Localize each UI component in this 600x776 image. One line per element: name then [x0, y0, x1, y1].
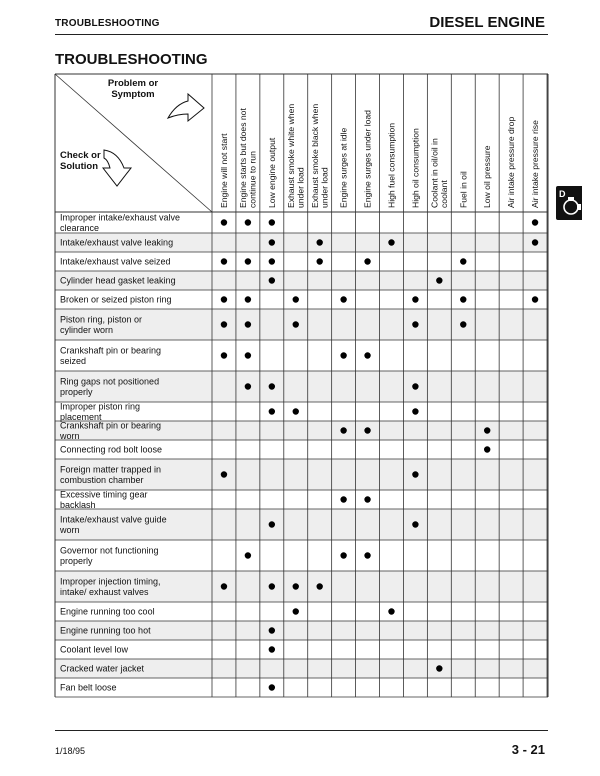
row-label-15	[60, 545, 159, 566]
row-label-line: Connecting rod bolt loose	[60, 444, 163, 455]
matrix-dot-r3-c7	[364, 258, 370, 264]
row-label-line: clearance	[60, 223, 100, 233]
matrix-dot-r14-c9	[412, 521, 418, 527]
row-label-line: Cylinder head gasket leaking	[60, 275, 176, 286]
matrix-dot-r4-c10	[436, 277, 442, 283]
row-label-line: worn	[60, 431, 80, 441]
row-label-18	[60, 626, 151, 636]
column-header-line: coolant	[439, 180, 450, 208]
column-header-8	[386, 123, 396, 208]
column-header-line: High fuel consumption	[386, 122, 397, 208]
row-label-line: Coolant level low	[60, 644, 129, 655]
column-header-line: Engine will not start	[218, 133, 229, 208]
matrix-dot-r6-c1	[221, 321, 227, 327]
column-header-4	[286, 104, 305, 208]
row-label-line: Intake/exhaust valve seized	[60, 256, 171, 267]
row-label-line: Ring gaps not positioned	[60, 376, 160, 387]
row-label-line: Fan belt loose	[60, 682, 117, 693]
matrix-dot-r9-c4	[293, 408, 299, 414]
page-title: TROUBLESHOOTING	[55, 51, 208, 68]
row-label-line: Excessive timing gear	[60, 489, 148, 500]
tab-letter: D	[559, 189, 566, 199]
column-header-line: Air intake pressure drop	[506, 116, 517, 208]
matrix-dot-r2-c3	[269, 239, 275, 245]
corner-problem-line: Problem or	[107, 78, 159, 89]
matrix-dot-r8-c9	[412, 383, 418, 389]
row-label-line: Improper injection timing,	[60, 576, 161, 587]
row-label-line: Intake/exhaust valve leaking	[60, 237, 174, 248]
column-header-7	[363, 110, 373, 208]
column-header-10	[430, 138, 449, 208]
column-header-3	[267, 137, 277, 208]
matrix-dot-r10-c12	[484, 427, 490, 433]
matrix-dot-r3-c5	[316, 258, 322, 264]
matrix-dot-r20-c10	[436, 665, 442, 671]
row-label-line: intake/ exhaust valves	[60, 587, 149, 597]
column-header-line: Engine surges under load	[362, 110, 373, 208]
row-label-line: Crankshaft pin or bearing	[60, 345, 162, 356]
row-label-16	[60, 576, 161, 597]
row-label-1	[60, 212, 180, 233]
matrix-dot-r18-c3	[269, 627, 275, 633]
matrix-dot-r5-c4	[293, 296, 299, 302]
column-header-1	[219, 133, 229, 208]
matrix-dot-r3-c2	[245, 258, 251, 264]
column-header-line: High oil consumption	[410, 128, 421, 208]
engine-tab-icon	[556, 186, 582, 220]
row-label-line: combustion chamber	[60, 475, 144, 485]
footer-rule	[55, 730, 548, 731]
column-header-line: under load	[319, 167, 330, 208]
matrix-dot-r7-c7	[364, 352, 370, 358]
matrix-dot-r6-c2	[245, 321, 251, 327]
column-header-line: under load	[295, 167, 306, 208]
matrix-dot-r3-c11	[460, 258, 466, 264]
matrix-dot-r8-c3	[269, 383, 275, 389]
matrix-dot-r16-c1	[221, 583, 227, 589]
corner-check-label	[60, 150, 101, 172]
matrix-dot-r9-c3	[269, 408, 275, 414]
row-label-line: Engine running too cool	[60, 606, 155, 617]
matrix-dot-r6-c4	[293, 321, 299, 327]
running-header-right: DIESEL ENGINE	[429, 14, 545, 31]
matrix-dot-r1-c2	[245, 219, 251, 225]
column-header-14	[530, 120, 540, 208]
matrix-dot-r5-c6	[340, 296, 346, 302]
row-label-line: properly	[60, 387, 93, 397]
row-label-line: backlash	[60, 500, 96, 510]
matrix-dot-r7-c2	[245, 352, 251, 358]
matrix-dot-r1-c1	[221, 219, 227, 225]
matrix-dot-r3-c1	[221, 258, 227, 264]
matrix-dot-r14-c3	[269, 521, 275, 527]
corner-check-line: Check or	[60, 150, 101, 161]
column-header-9	[410, 128, 420, 208]
matrix-dot-r16-c3	[269, 583, 275, 589]
column-header-2	[238, 108, 257, 208]
matrix-dot-r10-c6	[340, 427, 346, 433]
matrix-dot-r17-c8	[388, 608, 394, 614]
corner-check-line: Solution	[60, 161, 98, 172]
matrix-dot-r12-c9	[412, 471, 418, 477]
column-header-line: Low oil pressure	[482, 145, 493, 208]
column-header-line: continue to run	[247, 151, 258, 208]
row-label-line: properly	[60, 556, 93, 566]
matrix-dot-r2-c8	[388, 239, 394, 245]
matrix-dot-r15-c7	[364, 552, 370, 558]
matrix-dot-r12-c1	[221, 471, 227, 477]
column-header-line: Exhaust smoke white when	[286, 103, 297, 208]
row-label-line: Governor not functioning	[60, 545, 159, 556]
column-header-line: Engine starts but does not	[238, 108, 249, 208]
problem-arrow-icon	[168, 94, 204, 121]
matrix-dot-r5-c1	[221, 296, 227, 302]
column-header-line: Coolant in oil/oil in	[429, 138, 440, 208]
row-label-17	[60, 607, 155, 617]
matrix-dot-r5-c14	[532, 296, 538, 302]
row-label-line: Cracked water jacket	[60, 663, 145, 674]
row-label-7	[60, 345, 161, 366]
matrix-dot-r4-c3	[269, 277, 275, 283]
row-label-19	[60, 645, 129, 655]
matrix-dot-r5-c9	[412, 296, 418, 302]
row-label-11	[60, 445, 162, 455]
column-header-12	[482, 145, 492, 208]
row-label-line: Piston ring, piston or	[60, 314, 143, 325]
matrix-dot-r6-c11	[460, 321, 466, 327]
row-label-2	[60, 238, 173, 248]
matrix-dot-r5-c2	[245, 296, 251, 302]
row-label-line: seized	[60, 356, 87, 366]
matrix-dot-r13-c7	[364, 496, 370, 502]
column-header-line: Fuel in oil	[458, 171, 469, 208]
matrix-dot-r10-c7	[364, 427, 370, 433]
row-label-20	[60, 664, 145, 674]
row-label-line: Foreign matter trapped in	[60, 464, 162, 475]
footer-date: 1/18/95	[55, 746, 86, 756]
row-label-line: Improper piston ring	[60, 401, 141, 412]
matrix-dot-r19-c3	[269, 646, 275, 652]
column-header-line: Engine surges at idle	[338, 127, 349, 208]
running-header-left: TROUBLESHOOTING	[55, 18, 160, 29]
column-header-13	[506, 117, 516, 208]
matrix-dot-r8-c2	[245, 383, 251, 389]
matrix-dot-r21-c3	[269, 684, 275, 690]
matrix-dot-r5-c11	[460, 296, 466, 302]
row-label-4	[60, 276, 176, 286]
matrix-dot-r3-c3	[269, 258, 275, 264]
matrix-dot-r2-c14	[532, 239, 538, 245]
page-number: 3 - 21	[511, 742, 545, 757]
corner-problem-label	[108, 78, 158, 100]
matrix-dot-r7-c6	[340, 352, 346, 358]
column-header-6	[339, 128, 349, 208]
row-label-line: Intake/exhaust valve guide	[60, 514, 167, 525]
matrix-dot-r17-c4	[293, 608, 299, 614]
row-label-line: Broken or seized piston ring	[60, 294, 172, 305]
row-label-21	[60, 683, 117, 693]
column-header-line: Low engine output	[266, 137, 277, 208]
column-header-5	[310, 104, 329, 208]
matrix-dot-r11-c12	[484, 446, 490, 452]
column-header-11	[458, 171, 468, 208]
row-label-9	[60, 401, 140, 422]
row-label-5	[60, 295, 172, 305]
matrix-dot-r9-c9	[412, 408, 418, 414]
matrix-dot-r1-c14	[532, 219, 538, 225]
row-label-3	[60, 257, 171, 267]
row-label-line: Crankshaft pin or bearing	[60, 420, 162, 431]
row-label-line: Engine running too hot	[60, 625, 151, 636]
solution-arrow-icon	[103, 150, 131, 186]
row-label-13	[60, 489, 148, 510]
matrix-dot-r16-c4	[293, 583, 299, 589]
matrix-dot-r6-c9	[412, 321, 418, 327]
matrix-dot-r2-c5	[316, 239, 322, 245]
matrix-dot-r15-c2	[245, 552, 251, 558]
column-header-line: Exhaust smoke black when	[309, 103, 320, 208]
matrix-dot-r16-c5	[316, 583, 322, 589]
column-header-line: Air intake pressure rise	[530, 120, 541, 208]
matrix-dot-r7-c1	[221, 352, 227, 358]
matrix-dot-r15-c6	[340, 552, 346, 558]
matrix-dot-r13-c6	[340, 496, 346, 502]
matrix-dot-r1-c3	[269, 219, 275, 225]
row-label-line: worn	[60, 525, 80, 535]
corner-problem-line: Symptom	[111, 89, 155, 100]
row-label-line: cylinder worn	[60, 325, 114, 335]
row-label-line: placement	[60, 412, 102, 422]
row-label-line: Improper intake/exhaust valve	[60, 212, 181, 223]
